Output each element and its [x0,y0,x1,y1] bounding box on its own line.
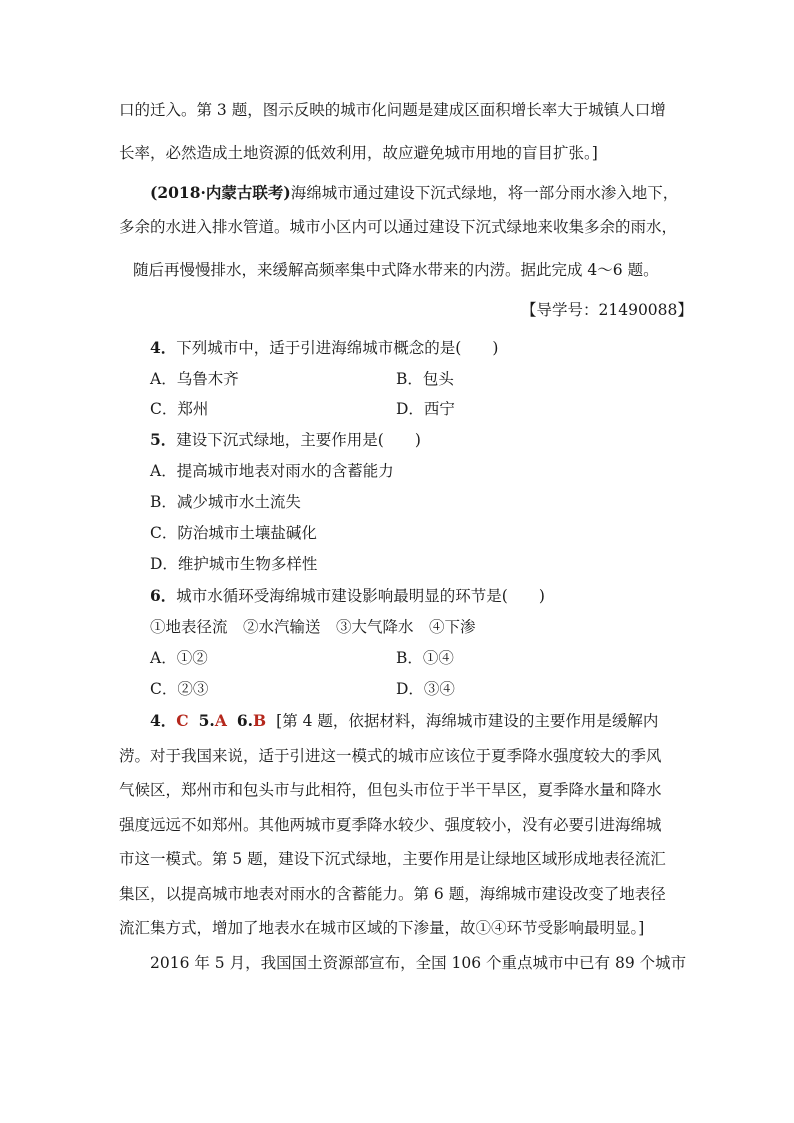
answer-line6: 集区，以提高城市地表对雨水的含蓄能力。第 6 题，海绵城市建设改变了地表径 [119,885,666,903]
answer-6: B [253,711,267,730]
q4-option-a: A．乌鲁木齐 [150,370,239,388]
answer-line4: 强度远远不如郑州。其他两城市夏季降水较少、强度较小，没有必要引进海绵城 [119,816,662,834]
answer-line7: 流汇集方式，增加了地表水在城市区域的下渗量，故①④环节受影响最明显。] [119,919,645,937]
q5-option-d: D．维护城市生物多样性 [150,555,318,573]
answer-line5: 市这一模式。第 5 题，建设下沉式绿地，主要作用是让绿地区域形成地表径流汇 [119,850,666,868]
question-number: 5． [150,430,177,449]
passage3-line1: 2016 年 5 月，我国国土资源部宣布，全国 106 个重点城市中已有 89 个城市 [150,954,687,972]
q5-option-b: B．减少城市水土流失 [150,493,301,511]
q4-option-d: D．西宁 [396,400,455,418]
passage1-line1: 口的迁入。第 3 题，图示反映的城市化问题是建成区面积增长率大于城镇人口增 [119,101,666,119]
question-5-stem: 5．建设下沉式绿地，主要作用是( ) [150,430,421,449]
source-label: (2018·内蒙古联考) [150,183,291,202]
passage2-line3: 随后再慢慢排水，来缓解高频率集中式降水带来的内涝。据此完成 4～6 题。 [133,261,659,279]
passage1-line2: 长率，必然造成土地资源的低效利用，故应避免城市用地的盲目扩张。] [119,144,598,162]
question-4-stem: 4．下列城市中，适于引进海绵城市概念的是( ) [150,338,499,357]
passage2-line1-text: 海绵城市通过建设下沉式绿地，将一部分雨水渗入地下， [290,184,679,202]
q6-option-c: C．②③ [150,680,209,698]
answer-5: A [214,711,227,730]
passage2-line1 [150,183,678,203]
question-6-stem: 6．城市水循环受海绵城市建设影响最明显的环节是( ) [150,586,545,605]
answer-text: [第 4 题，依据材料，海绵城市建设的主要作用是缓解内 [276,712,659,730]
passage2-line2: 多余的水进入排水管道。城市小区内可以通过建设下沉式绿地来收集多余的雨水， [119,218,678,236]
q6-option-a: A．①② [150,649,208,667]
q6-option-b: B．①④ [396,649,454,667]
q5-option-a: A．提高城市地表对雨水的含蓄能力 [150,462,394,480]
q4-option-b: B．包头 [396,370,454,388]
question-number: 6． [150,586,177,605]
answer-line1: 4．C 5.A 6.B [第 4 题，依据材料，海绵城市建设的主要作用是缓解内 [150,711,659,730]
q4-option-c: C．郑州 [150,400,209,418]
q5-option-c: C．防治城市土壤盐碱化 [150,524,317,542]
question-number: 4． [150,338,177,357]
answer-line2: 涝。对于我国来说，适于引进这一模式的城市应该位于夏季降水强度较大的季风 [119,747,662,765]
answer-4: C [176,711,189,730]
q6-option-d: D．③④ [396,680,455,698]
answer-line3: 气候区，郑州市和包头市与此相符，但包头市位于半干旱区，夏季降水量和降水 [119,781,662,799]
guide-number: 【导学号：21490088】 [521,301,693,319]
q6-sub-items: ①地表径流 ②水汽输送 ③大气降水 ④下渗 [150,618,476,636]
